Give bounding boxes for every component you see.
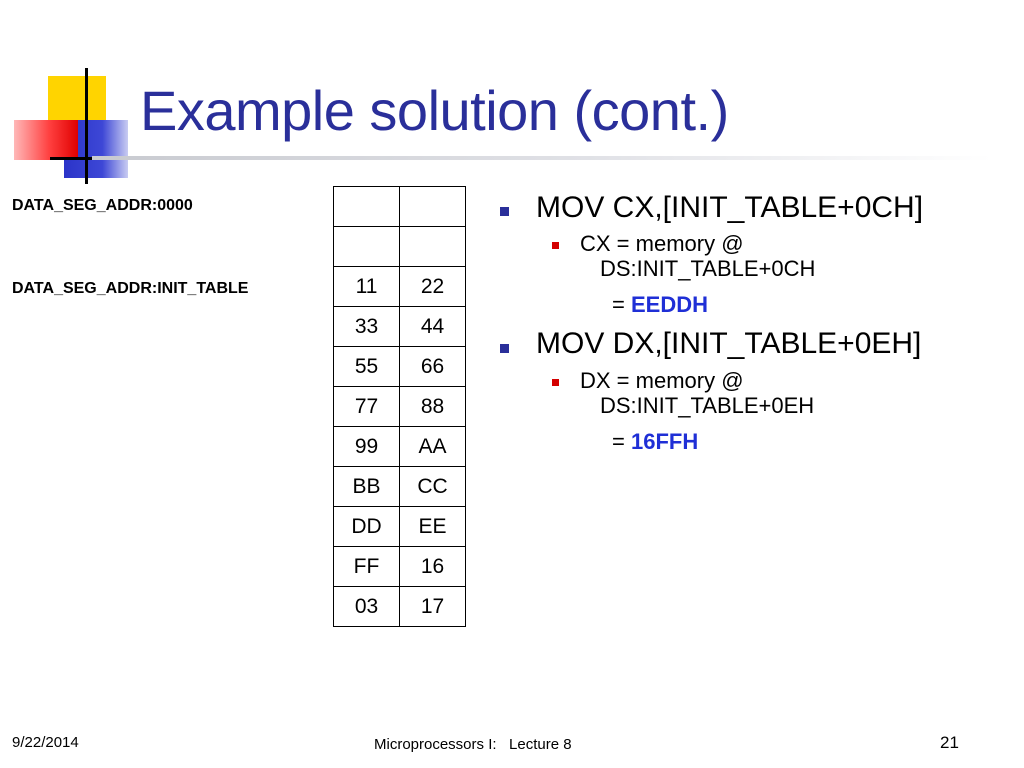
table-row [334,467,466,507]
sub-bullet-square-icon [552,379,559,386]
logo-red-square [14,120,78,160]
memory-cell: 99 [334,427,400,467]
memory-cell: FF [334,547,400,587]
memory-cell: 16 [400,547,466,587]
table-row [334,587,466,627]
table-row [334,427,466,467]
memory-cell: EE [400,507,466,547]
bullet-square-icon [500,344,509,353]
dx-address-line: DS:INIT_TABLE+0EH [600,393,815,418]
memory-cell: 88 [400,387,466,427]
memory-table [333,186,466,627]
memory-cell: AA [400,427,466,467]
equals-sign: = [612,292,625,317]
table-row [334,227,466,267]
dx-result [612,429,698,455]
label-base-address: DATA_SEG_ADDR:0000 [12,197,193,214]
table-row [334,307,466,347]
table-row [334,547,466,587]
table-row [334,187,466,227]
footer-date: 9/22/2014 [12,734,79,751]
cx-result-value: EEDDH [630,292,708,317]
memory-cell: 03 [334,587,400,627]
memory-cell: 55 [334,347,400,387]
equals-sign: = [612,429,625,454]
memory-cell [334,227,400,267]
table-row [334,387,466,427]
footer-course: Microprocessors I: Lecture 8 [374,736,572,753]
label-init-table-address: DATA_SEG_ADDR:INIT_TABLE [12,280,249,297]
table-row [334,347,466,387]
memory-cell: 22 [400,267,466,307]
cx-address-line: DS:INIT_TABLE+0CH [600,256,816,281]
dx-result-value: 16FFH [630,429,699,454]
logo-vertical-line [85,68,88,184]
title-underline [92,156,992,160]
memory-cell [400,227,466,267]
footer-page-number: 21 [940,733,959,752]
memory-cell: 66 [400,347,466,387]
bullet-square-icon [500,207,509,216]
instruction-mov-dx: MOV DX,[INIT_TABLE+0EH] [536,327,922,360]
table-row [334,507,466,547]
sub-bullet-square-icon [552,242,559,249]
memory-cell: 17 [400,587,466,627]
memory-cell: 11 [334,267,400,307]
memory-cell: 33 [334,307,400,347]
memory-cell: BB [334,467,400,507]
cx-memory-line: CX = memory @ [580,231,744,256]
cx-result [612,292,708,318]
memory-cell [334,187,400,227]
memory-cell: 44 [400,307,466,347]
memory-cell [400,187,466,227]
instruction-mov-cx: MOV CX,[INIT_TABLE+0CH] [536,191,924,224]
slide-title: Example solution (cont.) [140,79,729,142]
table-row [334,267,466,307]
memory-cell: DD [334,507,400,547]
memory-cell: CC [400,467,466,507]
memory-cell: 77 [334,387,400,427]
dx-memory-line: DX = memory @ [580,368,744,393]
